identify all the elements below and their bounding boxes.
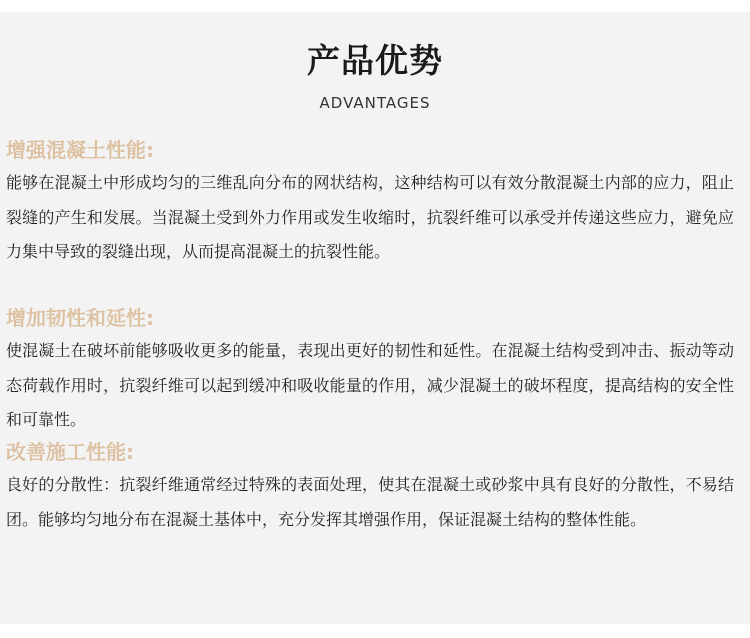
section-heading-construction: 改善施工性能: <box>6 440 134 464</box>
section-body-strength: 能够在混凝土中形成均匀的三维乱向分布的网状结构，这种结构可以有效分散混凝土内部的应力，阻止裂缝的产生和发展。当混凝土受到外力作用或发生收缩时，抗裂纤维可以承受并传递这些应力，避免应力集中导致的裂缝出现，从而提高混凝土的抗裂性能。 <box>6 173 734 261</box>
content-panel <box>0 12 750 624</box>
section-body-construction: 良好的分散性：抗裂纤维通常经过特殊的表面处理，使其在混凝土或砂浆中具有良好的分散性，不易结团。能够均匀地分布在混凝土基体中，充分发挥其增强作用，保证混凝土结构的整体性能。 <box>6 475 734 529</box>
page-subtitle: ADVANTAGES <box>319 94 431 112</box>
section-heading-strength: 增强混凝土性能: <box>6 138 154 162</box>
page-title: 产品优势 <box>307 41 443 80</box>
section-heading-toughness: 增加韧性和延性: <box>6 306 154 330</box>
section-body-toughness: 使混凝土在破坏前能够吸收更多的能量，表现出更好的韧性和延性。在混凝土结构受到冲击、振动等动态荷载作用时，抗裂纤维可以起到缓冲和吸收能量的作用，减少混凝土的破坏程度，提高结构的安全性和可靠性。 <box>6 341 734 429</box>
